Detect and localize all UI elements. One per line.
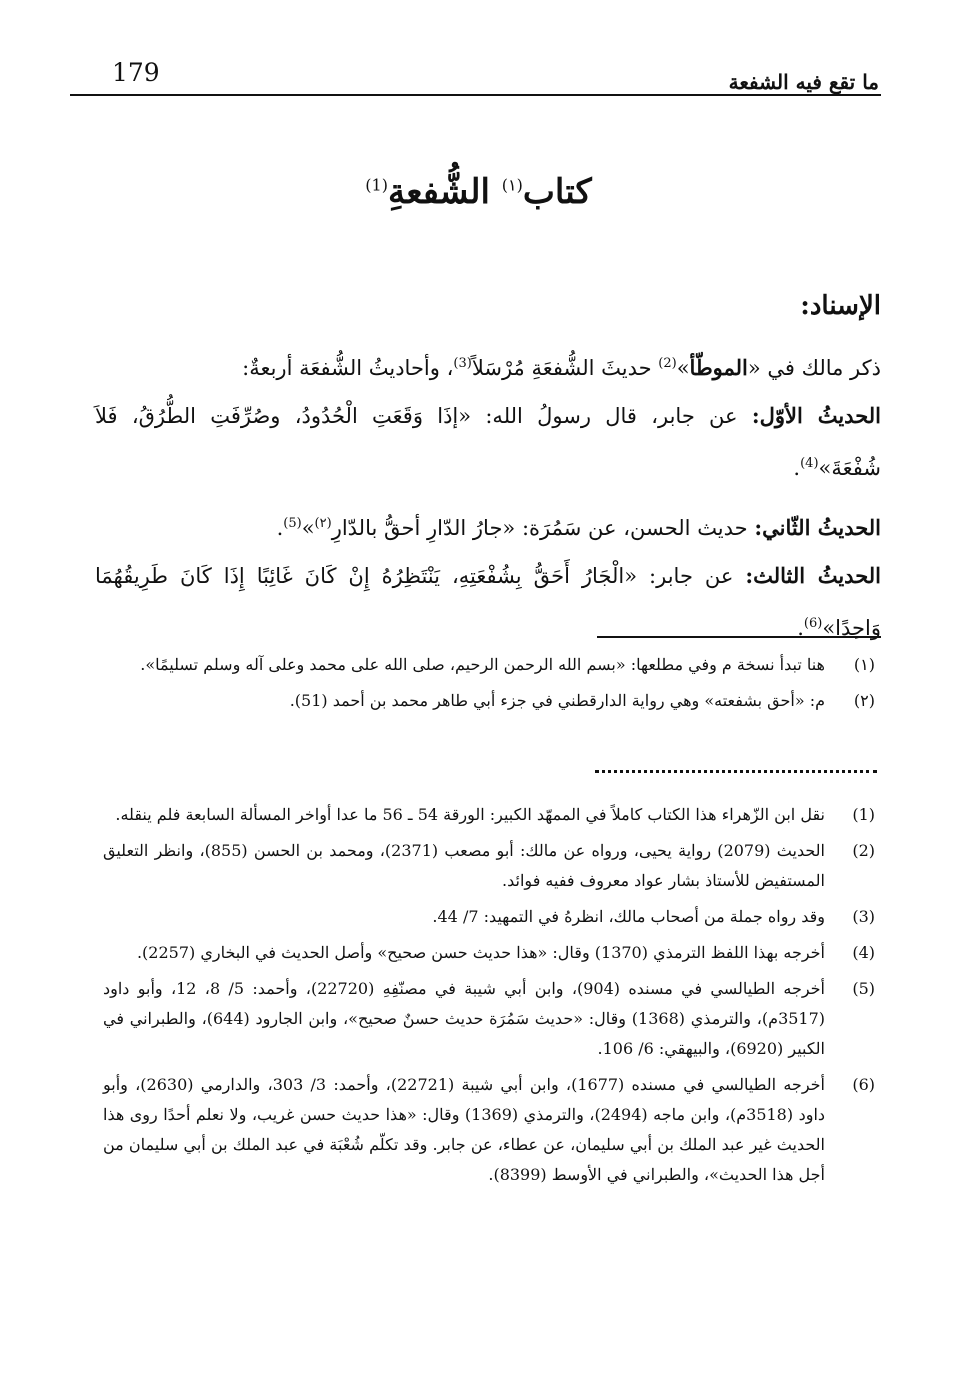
footnote xyxy=(103,902,875,932)
note-text: هنا تبدأ نسخة م وفي مطلعها: «بسم الله الرحمن الرحيم، صلى الله على محمد وعلى آله وسلم تسليمًا». xyxy=(140,655,825,674)
note-number: (1) xyxy=(852,805,875,824)
paragraph-hadith-2: الحديثُ الثّاني: حديث الحسن، عن سَمُرَة: «جارُ الدّارِ أحقُّ بالدّارِ$^{(٢)}$»$^{(5)}$. xyxy=(276,515,881,540)
note-number: (4) xyxy=(852,943,875,962)
header-rule xyxy=(70,94,881,96)
note-number: (5) xyxy=(852,979,875,998)
note-text: أخرجه الطيالسي في مسنده (1677)، وابن أبي شيبة (22721)، وأحمد: 3/ 303، والدارمي (2630)، وأبو داود (3518م)، وابن ماجه (2494)، والترمذي (1369) وقال: «هذا حديث حسن غريب، ولا نعلم أحدًا روى هذا الحديث غير عبد الملك بن أبي سليمان، عن عطاء، عن جابر. وقد تكلّم شُعْبَة في عبد الملك بن أبي سليمان من أجل هذا الحديث»، والطبراني في الأوسط (8399). xyxy=(103,1075,826,1184)
dotted-separator xyxy=(595,770,877,773)
page-number: 179 xyxy=(112,58,160,87)
footnote xyxy=(103,800,875,830)
paragraph-intro: ذكر مالك في «الموطّأ»$^{(2)}$ حديثَ الشُّفعَةِ مُرْسَلاً$^{(3)}$، وأحاديثُ الشُّفعَة أربعةٌ: xyxy=(242,355,881,380)
footnote xyxy=(103,836,875,896)
note-text: الحديث (2079) رواية يحيى، ورواه عن مالك: أبو مصعب (2371)، ومحمد بن الحسن (855)، وانظر التعليق المستفيض للأستاذ بشار عواد معروف ففيه فوائد. xyxy=(103,841,826,890)
title-footnote-mark: (1) xyxy=(365,175,388,195)
variant-note xyxy=(103,686,875,716)
footnote-ref: (3) xyxy=(453,356,472,371)
main-text xyxy=(95,282,881,652)
chapter-title xyxy=(0,172,957,212)
footnote-separator xyxy=(597,636,881,638)
hadith-label: الحديثُ الأوّل: xyxy=(751,403,881,428)
title-note-mark: (١) xyxy=(501,175,523,195)
note-text: أخرجه الطيالسي في مسنده (904)، وابن أبي شيبة في مصنّفِهِ (22720)، وأحمد: 5/ 8، 12، وأبو داود (3517م)، والترمذي (1368) وقال: «حديث سَمُرَة حديث حسنٌ صحيح»، وابن الجارود (644)، والطبراني في الكبير (6920)، والبيهقي: 6/ 106. xyxy=(103,979,826,1058)
variant-note xyxy=(103,650,875,680)
variant-ref: (٢) xyxy=(314,516,332,531)
running-title: ما تقع فيه الشفعة xyxy=(728,70,879,94)
variant-notes xyxy=(103,650,875,722)
footnotes xyxy=(103,800,875,1196)
note-text: وقد رواه جملة من أصحاب مالك، انظرهُ في التمهيد: 7/ 44. xyxy=(432,907,825,926)
footnote-ref: (2) xyxy=(658,356,677,371)
note-number: (6) xyxy=(852,1075,875,1094)
paragraph-hadith-1: الحديثُ الأوّل: عن جابر، قال رسولُ الله: «إذَا وَقَعَتِ الْحُدُودُ، وصُرِّفَتِ الطُّرُقُ، فَلاَ شُفْعَةَ»$^{(4)}$. xyxy=(95,403,881,480)
footnote xyxy=(103,1070,875,1190)
section-heading: الإسناد: xyxy=(800,291,881,321)
note-text: نقل ابن الزّهراء هذا الكتاب كاملاً في الممهّد الكبير: الورقة 54 ـ 56 ما عدا أواخر المسألة السابعة فلم ينقله. xyxy=(115,805,825,824)
footnote-ref: (6) xyxy=(803,616,823,631)
title-word-book: كتاب xyxy=(522,172,592,212)
note-text: أخرجه بهذا اللفظ الترمذي (1370) وقال: «هذا حديث حسن صحيح» وأصل الحديث في البخاري (2257). xyxy=(136,943,825,962)
hadith-label: الحديثُ الثّاني: xyxy=(754,515,881,540)
note-number: (٢) xyxy=(853,691,875,710)
hadith-label: الحديثُ الثالث: xyxy=(745,563,881,588)
note-text: م: «أحق بشفعته» وهي رواية الدارقطني في جزء أبي طاهر محمد بن أحمد (51). xyxy=(289,691,825,710)
paragraph-hadith-3: الحديثُ الثالث: عن جابر: «الْجَارُ أَحَقُّ بِشُفْعَتِهِ، يَنْتَظِرُهُ إِنْ كَانَ غَائِبًا إِذَا كَانَ طَرِيقُهُمَا وَاحِدًا»$^{(6)}$. xyxy=(95,563,881,640)
book-name: الموطّأ xyxy=(689,355,748,380)
footnote xyxy=(103,938,875,968)
footnote xyxy=(103,974,875,1064)
note-number: (3) xyxy=(852,907,875,926)
footnote-ref: (5) xyxy=(283,516,302,531)
note-number: (١) xyxy=(853,655,875,674)
page-header xyxy=(70,54,881,104)
footnote-ref: (4) xyxy=(800,456,819,471)
title-word-shufa: الشُّفعةِ xyxy=(387,172,490,212)
note-number: (2) xyxy=(852,841,875,860)
